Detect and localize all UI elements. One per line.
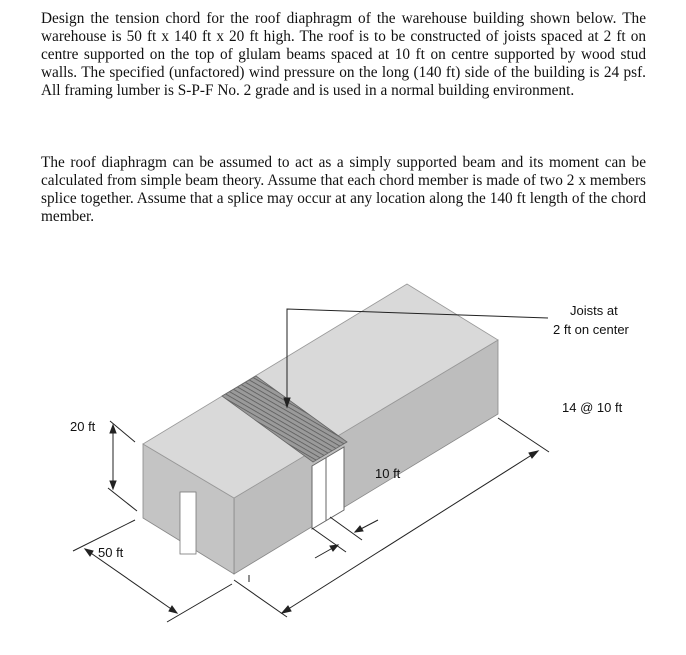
spacing-label: 10 ft [375,466,401,481]
height-dimension [108,421,137,511]
height-label: 20 ft [70,419,96,434]
problem-paragraph-2: The roof diaphragm can be assumed to act as a simply supported beam and its moment can be calculated from simple beam theory. Assume that each chord member is made of two 2 x members splice together. Assume that a splice may occur at any location along the 140 ft length of the chord member. [41,154,646,225]
problem-paragraph-1: Design the tension chord for the roof diaphragm of the warehouse building shown below. The warehouse is 50 ft x 140 ft x 20 ft high. The roof is to be constructed of joists spaced at 2 ft on centre supported on the top of glulam beams spaced at 10 ft on centre supported by wood stud walls. The specified (unfactored) wind pressure on the long (140 ft) side of the building is 24 psf. All framing lumber is S-P-F No. 2 grade and is used in a normal building environment. [41,10,646,99]
end-door [180,492,196,554]
bay-label: 14 @ 10 ft [562,400,623,415]
joists-label-line1: Joists at [570,303,618,318]
joists-label-line2: 2 ft on center [553,322,629,337]
width-label: 50 ft [98,545,124,560]
